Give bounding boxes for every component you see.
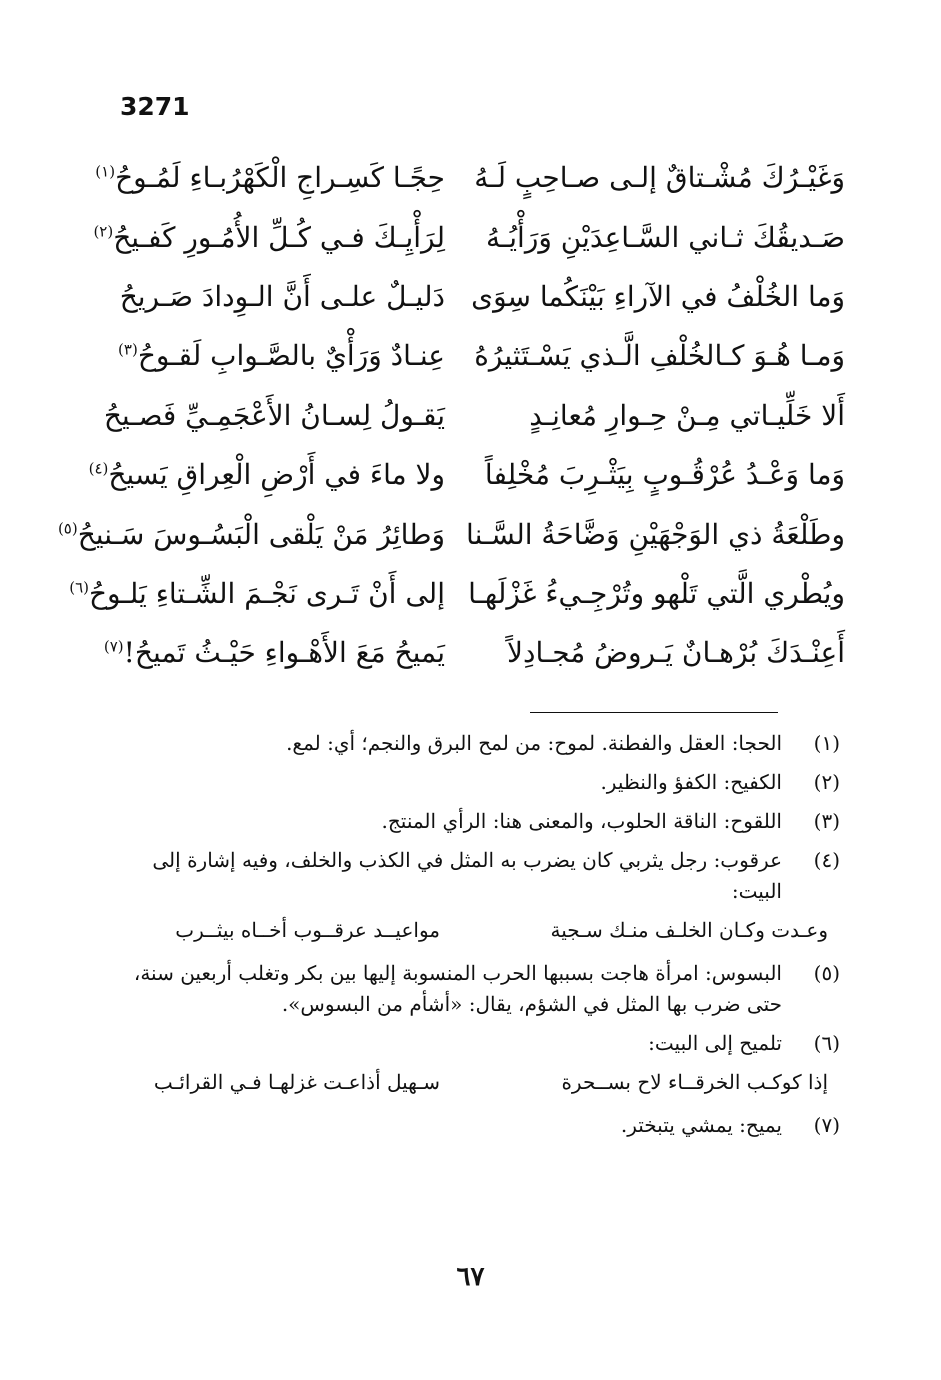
verse-first-hemistich: أَلا خَلِّيـاتي مِـنْ حِـوارِ مُعانِـدٍ — [529, 398, 845, 432]
verse-first-hemistich: وَغَيْـرُكَ مُشْـتاقٌ إلـى صـاحِبٍ لَـهُ — [474, 161, 845, 195]
footnote-4 — [110, 845, 840, 907]
poem — [57, 148, 845, 683]
footnote-ref: (١) — [95, 162, 116, 181]
verse-second-hemistich — [88, 458, 445, 492]
footnote-1 — [110, 728, 840, 759]
footnote-text: البسوس: امرأة هاجت بسببها الحرب المنسوبة إليها بين بكر وتغلب أربعين سنة، حتى ضرب بها المثل في الشؤم، يقال: «أشأم من البسوس». — [133, 961, 782, 1016]
verse-first-hemistich: صَـديقُكَ ثـاني السَّـاعِدَيْنِ وَرَأْيُـهُ — [486, 220, 845, 254]
footnote-divider — [530, 712, 778, 713]
footnote-number: (٤) — [813, 848, 840, 872]
verse-second-hemistich — [100, 339, 445, 372]
verse-first-hemistich: وَما الخُلْفُ في الآراءِ بَيْنَكُما سِوَى — [471, 279, 845, 313]
footnote-ref: (٥) — [57, 519, 78, 538]
quoted-verse-6 — [110, 1067, 840, 1098]
verse-first-hemistich: وطَلْعَةُ ذي الوَجْهَيْنِ وَضَّاحَةُ السَّـنا — [466, 517, 845, 551]
verse-7 — [57, 504, 845, 563]
footnote-number: (٥) — [813, 961, 840, 985]
footnote-number: (٧) — [813, 1113, 840, 1137]
footnote-number: (٦) — [813, 1031, 840, 1055]
verse-3 — [100, 267, 845, 326]
hemistich-text: إلى أَنْ تَـرى نَجْـمَ الشِّـتاءِ يَلـوحُ — [88, 576, 445, 610]
footnote-7 — [110, 1110, 840, 1141]
hemistich-text: لِرَأْيِـكَ فـي كُـلِّ الأُمُـورِ كَفـيحُ — [113, 220, 445, 254]
quoted-second-hemistich: مواعيــد عرقــوب أخــاه بيثــرب — [175, 918, 440, 942]
footnote-ref: (٢) — [93, 222, 114, 241]
hemistich-text: دَليـلٌ علـى أَنَّ الـوِدادَ صَـريحُ — [119, 279, 445, 313]
verse-first-hemistich: ويُطْري الَّتي تَلْهو وتُرْجِـيءُ غَزْلَهـا — [468, 576, 845, 610]
footnote-text: تلميح إلى البيت: — [648, 1031, 782, 1055]
page-number: ٦٧ — [456, 1262, 485, 1292]
verse-second-hemistich — [57, 517, 445, 551]
hemistich-text: يَميحُ مَعَ الأَهْـواءِ حَيْـثُ تَميحُ! — [123, 636, 445, 670]
verse-second-hemistich — [100, 399, 445, 432]
footnote-text: الكفيح: الكفؤ والنظير. — [600, 770, 782, 794]
footnote-text: عرقوب: رجل يثربي كان يضرب به المثل في الكذب والخلف، وفيه إشارة إلى البيت: — [152, 848, 782, 903]
verse-1 — [95, 148, 845, 207]
page-identifier: 3271 — [120, 92, 190, 121]
footnote-ref: (٧) — [103, 637, 124, 656]
hemistich-text: حِجًـا كَسِـراجِ الْكَهْرُبـاءِ لَمُـوحُ — [115, 161, 445, 195]
verse-8 — [69, 564, 845, 623]
quoted-first-hemistich: وعـدت وكـان الخلـف منـك سـجية — [550, 918, 828, 942]
verse-2 — [93, 207, 845, 266]
verse-5 — [100, 386, 845, 445]
quoted-first-hemistich: إذا كوكـب الخرقــاء لاح بســحرة — [561, 1070, 828, 1094]
verse-second-hemistich — [100, 280, 445, 313]
verse-second-hemistich — [95, 161, 445, 195]
verse-4 — [100, 326, 845, 385]
footnote-ref: (٤) — [88, 459, 109, 478]
verse-second-hemistich — [69, 576, 445, 610]
hemistich-text: عِنـادٌ وَرَأْيٌ بالصَّـوابِ لَقـوحُ — [137, 339, 445, 373]
footnote-6 — [110, 1028, 840, 1059]
footnote-5 — [110, 958, 840, 1020]
verse-first-hemistich: وَمـا هُـوَ كـالخُلْفِ الَّـذي يَسْـتَثيرُهُ — [474, 339, 845, 373]
footnote-number: (١) — [813, 731, 840, 755]
verse-second-hemistich — [93, 220, 445, 254]
footnote-number: (٣) — [813, 809, 840, 833]
hemistich-text: يَقـولُ لِسـانُ الأَعْجَمِـيِّ فَصـيحُ — [103, 398, 445, 432]
footnote-3 — [110, 806, 840, 837]
footnotes — [110, 728, 840, 1149]
footnote-text: اللقوح: الناقة الحلوب، والمعنى هنا: الرأي المنتج. — [381, 809, 782, 833]
quoted-verse-4 — [110, 915, 840, 946]
quoted-second-hemistich: سـهيل أذاعـت غزلهـا فـي القرائـب — [153, 1070, 440, 1094]
verse-first-hemistich: وَما وَعْـدُ عُرْقُـوبٍ بِيَثْـرِبَ مُخْلِفاً — [484, 458, 845, 492]
verse-first-hemistich: أَعِنْـدَكَ بُرْهـانٌ يَـروضُ مُجـادِلاً — [507, 636, 845, 670]
footnote-text: يميح: يمشي يتبختر. — [620, 1113, 782, 1137]
hemistich-text: ولا ماءَ في أَرْضِ الْعِراقِ يَسيحُ — [108, 458, 445, 492]
hemistich-text: وَطائِرُ مَنْ يَلْقى الْبَسُـوسَ سَـنيحُ — [77, 517, 445, 551]
verse-second-hemistich — [100, 636, 445, 669]
footnote-number: (٢) — [813, 770, 840, 794]
verse-9 — [100, 623, 845, 682]
footnote-2 — [110, 767, 840, 798]
footnote-ref: (٦) — [69, 578, 89, 597]
footnote-ref: (٣) — [118, 341, 138, 360]
verse-6 — [88, 445, 845, 504]
footnote-text: الحجا: العقل والفطنة. لموح: من لمح البرق والنجم؛ أي: لمع. — [286, 731, 782, 755]
